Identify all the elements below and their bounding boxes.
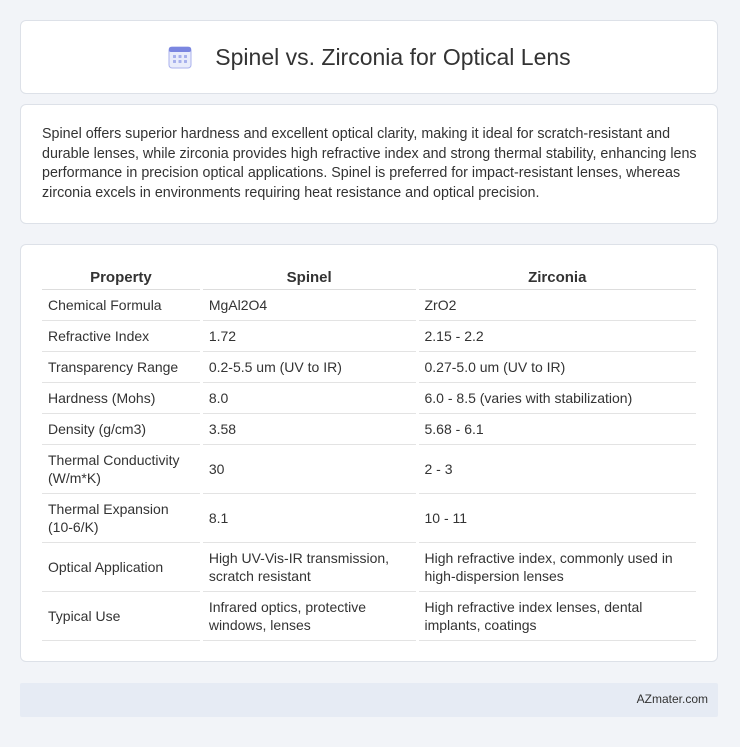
spinel-cell: 3.58 bbox=[203, 414, 416, 445]
property-cell: Chemical Formula bbox=[42, 290, 200, 321]
zirconia-cell: 6.0 - 8.5 (varies with stabilization) bbox=[419, 383, 697, 414]
table-row bbox=[42, 290, 696, 321]
table-row bbox=[42, 543, 696, 592]
table-row bbox=[42, 592, 696, 641]
spinel-cell: High UV-Vis-IR transmission, scratch resistant bbox=[203, 543, 416, 592]
zirconia-cell: 5.68 - 6.1 bbox=[419, 414, 697, 445]
table-row bbox=[42, 414, 696, 445]
property-cell: Transparency Range bbox=[42, 352, 200, 383]
column-header-property: Property bbox=[42, 265, 200, 290]
zirconia-cell: 10 - 11 bbox=[419, 494, 697, 543]
spinel-cell: MgAl2O4 bbox=[203, 290, 416, 321]
column-header-spinel: Spinel bbox=[203, 265, 416, 290]
property-cell: Thermal Expansion (10-6/K) bbox=[42, 494, 200, 543]
intro-text: Spinel offers superior hardness and excellent optical clarity, making it ideal for scratch-resistant and durable lenses, while zirconia provides high refractive index and strong thermal stability, enhancing lens performance in precision optical applications. Spinel is preferred for impact-resistant lenses, whereas zirconia excels in environments requiring heat resistance and optical precision. bbox=[42, 126, 697, 201]
title-wrap bbox=[167, 44, 570, 71]
zirconia-cell: High refractive index, commonly used in high-dispersion lenses bbox=[419, 543, 697, 592]
property-cell: Density (g/cm3) bbox=[42, 414, 200, 445]
zirconia-cell: High refractive index lenses, dental implants, coatings bbox=[419, 592, 697, 641]
intro-card bbox=[20, 104, 718, 224]
comparison-table bbox=[39, 265, 699, 641]
property-cell: Thermal Conductivity (W/m*K) bbox=[42, 445, 200, 494]
zirconia-cell: 0.27-5.0 um (UV to IR) bbox=[419, 352, 697, 383]
table-row bbox=[42, 321, 696, 352]
spinel-cell: 8.1 bbox=[203, 494, 416, 543]
page-title: Spinel vs. Zirconia for Optical Lens bbox=[215, 43, 571, 70]
spinel-cell: Infrared optics, protective windows, lenses bbox=[203, 592, 416, 641]
table-row bbox=[42, 445, 696, 494]
property-cell: Optical Application bbox=[42, 543, 200, 592]
table-card bbox=[20, 244, 718, 662]
footer-bar bbox=[20, 683, 718, 717]
zirconia-cell: ZrO2 bbox=[419, 290, 697, 321]
zirconia-cell: 2 - 3 bbox=[419, 445, 697, 494]
table-row bbox=[42, 352, 696, 383]
footer-site-link[interactable]: AZmater.com bbox=[636, 692, 708, 706]
spinel-cell: 0.2-5.5 um (UV to IR) bbox=[203, 352, 416, 383]
calendar-grid-icon bbox=[167, 44, 193, 70]
property-cell: Refractive Index bbox=[42, 321, 200, 352]
title-card bbox=[20, 20, 718, 94]
table-row bbox=[42, 494, 696, 543]
table-row bbox=[42, 383, 696, 414]
spinel-cell: 30 bbox=[203, 445, 416, 494]
table-header-row bbox=[42, 265, 696, 290]
property-cell: Hardness (Mohs) bbox=[42, 383, 200, 414]
spinel-cell: 1.72 bbox=[203, 321, 416, 352]
spinel-cell: 8.0 bbox=[203, 383, 416, 414]
column-header-zirconia: Zirconia bbox=[419, 265, 697, 290]
zirconia-cell: 2.15 - 2.2 bbox=[419, 321, 697, 352]
property-cell: Typical Use bbox=[42, 592, 200, 641]
